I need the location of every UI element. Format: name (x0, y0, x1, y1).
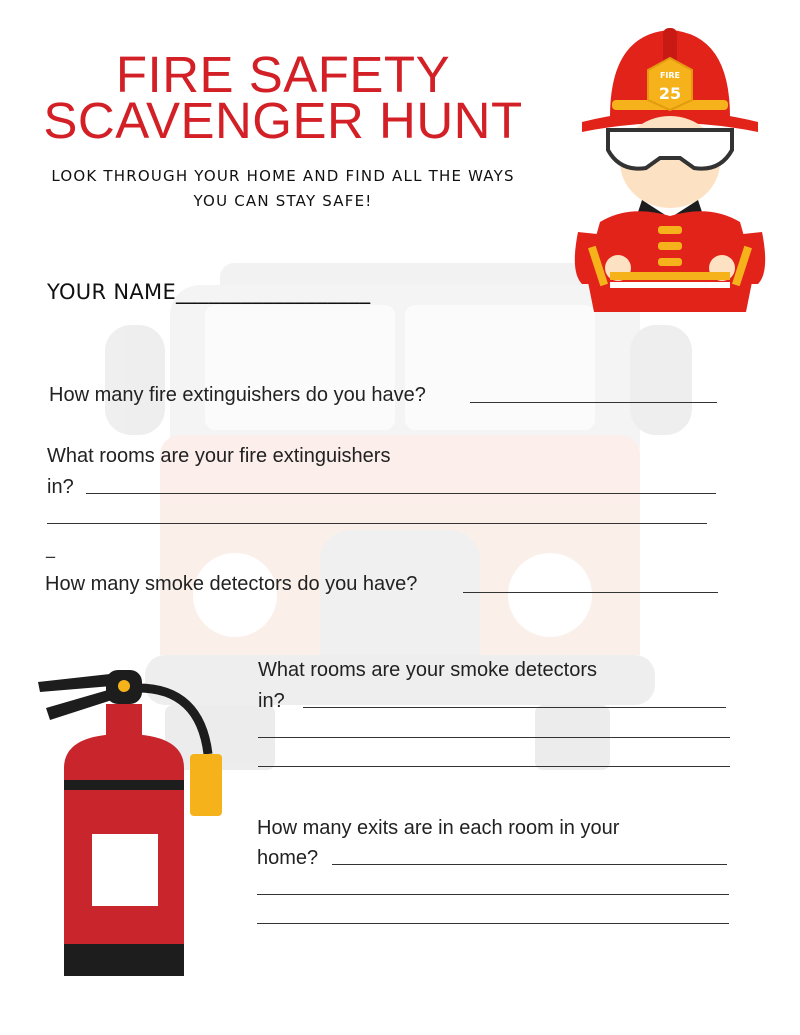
question-5-text: How many exits are in each room in your (257, 817, 620, 839)
question-2-text-cont: in? (47, 476, 74, 498)
question-5-text-cont: home? (257, 847, 319, 869)
badge-label: FIRE (659, 71, 681, 80)
question-3-answer-line[interactable] (463, 592, 718, 593)
question-2-text: What rooms are your fire extinguishers (47, 445, 391, 467)
question-1-answer-line[interactable] (470, 402, 717, 403)
firefighter-illustration (570, 22, 770, 312)
page-title-line-1: FIRE SAFETY (115, 46, 451, 103)
fire-extinguisher-illustration (30, 668, 230, 983)
question-1-text: How many fire extinguishers do you have? (49, 384, 426, 406)
question-4-text-cont: in? (258, 690, 285, 712)
question-4-text: What rooms are your smoke detectors (258, 659, 598, 681)
your-name-field[interactable]: YOUR NAME__________________ (47, 280, 371, 304)
question-4-answer-line-3[interactable] (258, 766, 730, 767)
question-3-text: How many smoke detectors do you have? (45, 573, 418, 595)
question-5-answer-line-3[interactable] (257, 923, 729, 924)
question-2-answer-line-2[interactable] (47, 523, 707, 524)
trailing-dash: _ (46, 538, 55, 559)
question-4-answer-line-1[interactable] (303, 707, 726, 708)
subtitle-line-1: LOOK THROUGH YOUR HOME AND FIND ALL THE WAYS (51, 167, 515, 185)
badge-number: 25 (658, 84, 682, 103)
page-title-line-2: SCAVENGER HUNT (43, 92, 523, 149)
question-2-answer-line-1[interactable] (86, 493, 716, 494)
question-5-answer-line-1[interactable] (332, 864, 727, 865)
question-5-answer-line-2[interactable] (257, 894, 729, 895)
question-4-answer-line-2[interactable] (258, 737, 730, 738)
subtitle-line-2: YOU CAN STAY SAFE! (193, 192, 373, 210)
